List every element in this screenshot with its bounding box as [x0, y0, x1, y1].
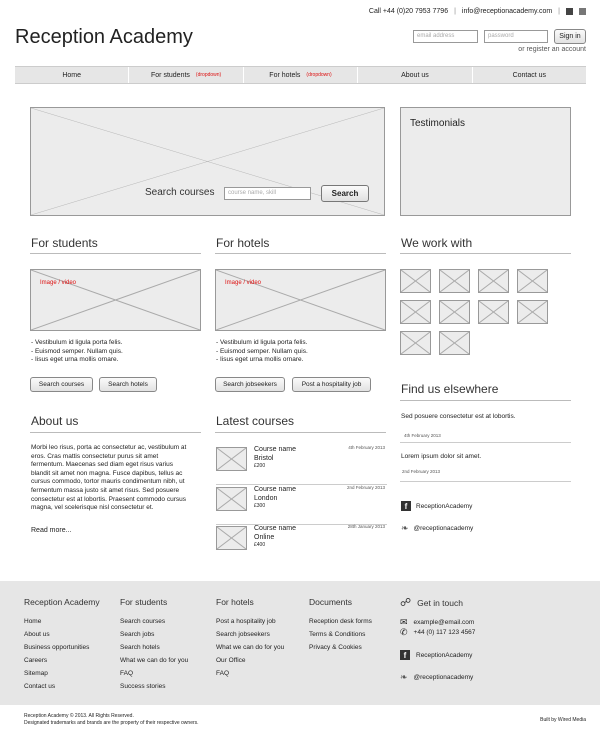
contact-email-text: example@email.com	[413, 619, 475, 626]
testimonials-title: Testimonials	[410, 118, 466, 129]
social-post-text: Lorem ipsum dolor sit amet.	[401, 453, 482, 460]
course-item[interactable]	[216, 485, 387, 525]
partner-logo-placeholder[interactable]	[400, 300, 431, 324]
footer-link[interactable]: Post a hospitality job	[216, 618, 276, 625]
envelope-icon: ✉	[400, 617, 408, 627]
facebook-label: ReceptionAcademy	[416, 502, 473, 510]
facebook-link[interactable]	[401, 501, 472, 511]
course-date: 28th January 2013	[347, 524, 385, 529]
footer-link[interactable]: Our Office	[216, 656, 246, 664]
course-thumbnail	[216, 487, 247, 511]
partner-logo-placeholder[interactable]	[478, 300, 509, 324]
paragraph-line: fermentum massa justo sit amet risus. Sed posuere	[31, 486, 180, 494]
nav-about-us[interactable]	[358, 67, 472, 83]
footer-link[interactable]: FAQ	[216, 669, 230, 677]
nav-hotels-label: For hotels	[269, 71, 301, 79]
course-item[interactable]	[216, 445, 387, 485]
footer-link[interactable]: What we can do for you	[120, 656, 189, 664]
course-title	[254, 445, 296, 463]
paragraph-line: consectetur est at lobortis. Praesent commodo cursus	[31, 495, 186, 503]
footer-link[interactable]: Terms & Conditions	[309, 630, 366, 638]
nav-students-label: For students	[151, 71, 190, 79]
paragraph-line: Morbi leo risus, porta ac consectetur ac, vestibulum at	[31, 444, 187, 451]
footer-link[interactable]: Search hotels	[120, 643, 160, 651]
social-post-text: Sed posuere consectetur est at lobortis.	[401, 413, 516, 420]
course-thumbnail	[216, 447, 247, 471]
footer-link[interactable]: Success stories	[120, 682, 166, 690]
search-jobseekers-button[interactable]: Search jobseekers	[215, 377, 285, 392]
social-post-date: 2nd February 2013	[402, 469, 441, 474]
bullet-item: - Vestibulum id ligula porta felis.	[31, 339, 123, 346]
students-bullets	[31, 339, 123, 365]
footer-facebook-link[interactable]	[400, 650, 472, 660]
course-search-input[interactable]: course name, skill	[224, 187, 311, 200]
separator: |	[558, 8, 560, 15]
footer-link[interactable]: FAQ	[120, 669, 134, 677]
read-more-link[interactable]: Read more...	[31, 527, 72, 534]
footer-link[interactable]: Sitemap	[24, 669, 48, 677]
twitter-icon: ❧	[401, 523, 409, 533]
email-link[interactable]: info@receptionacademy.com	[461, 8, 553, 15]
course-price: £200	[254, 463, 266, 469]
login-email-input[interactable]: email address	[413, 30, 478, 43]
footer-link[interactable]: Search courses	[120, 618, 166, 625]
get-in-touch-heading	[400, 596, 463, 609]
divider	[400, 481, 571, 482]
students-heading: For students	[31, 236, 98, 250]
divider	[400, 253, 571, 254]
login-password-input[interactable]: password	[484, 30, 548, 43]
facebook-label: ReceptionAcademy	[416, 651, 473, 659]
search-hotels-button[interactable]: Search hotels	[99, 377, 157, 392]
share-icon: ☍	[400, 597, 412, 609]
latest-courses-heading: Latest courses	[216, 414, 295, 428]
course-price: £400	[254, 542, 266, 548]
nav-contact-us[interactable]	[473, 67, 586, 83]
nav-home-label: Home	[62, 71, 82, 79]
footer-column	[24, 597, 100, 693]
register-link[interactable]: or register an account	[518, 46, 586, 53]
copyright-text: Reception Academy © 2013. All Rights Reserved.	[24, 713, 134, 719]
contact-title: Get in touch	[417, 597, 463, 608]
partner-logo-placeholder[interactable]	[517, 300, 548, 324]
footer-heading: Documents	[309, 597, 352, 607]
divider	[215, 253, 386, 254]
twitter-icon[interactable]	[579, 8, 586, 15]
bullet-item: - Vestibulum id ligula porta felis.	[216, 339, 308, 346]
dropdown-indicator: (dropdown)	[306, 72, 332, 78]
nav-for-students[interactable]	[129, 67, 243, 83]
find-us-heading: Find us elsewhere	[401, 382, 499, 396]
course-location: Bristol	[254, 455, 274, 462]
hotels-bullets	[216, 339, 308, 365]
course-title	[254, 524, 296, 542]
partners-heading: We work with	[401, 236, 473, 250]
search-courses-button[interactable]: Search courses	[30, 377, 93, 392]
footer-column	[120, 597, 188, 693]
partner-logo-placeholder[interactable]	[439, 300, 470, 324]
footer-heading: For students	[120, 597, 168, 607]
phone-text: Call +44 (0)20 7953 7796	[368, 8, 449, 15]
twitter-icon: ❧	[400, 672, 408, 682]
footer-twitter-link[interactable]	[400, 672, 473, 683]
footer-link[interactable]: Home	[24, 618, 42, 625]
footer-heading: For hotels	[216, 597, 254, 607]
contact-phone-text: +44 (0) 117 123 4567	[413, 629, 476, 636]
footer-link[interactable]: About us	[24, 630, 50, 638]
nav-about-label: About us	[401, 71, 429, 79]
divider	[400, 442, 571, 443]
course-item[interactable]	[216, 524, 387, 552]
partner-logo-placeholder[interactable]	[478, 269, 509, 293]
facebook-icon: f	[400, 650, 410, 660]
divider	[30, 253, 201, 254]
about-paragraph	[31, 444, 186, 513]
facebook-icon: f	[401, 501, 411, 511]
separator: |	[454, 8, 456, 15]
media-label: Image / video	[40, 280, 77, 286]
sign-in-button[interactable]: Sign in	[554, 29, 586, 44]
about-heading: About us	[31, 414, 79, 428]
media-label: Image / video	[225, 280, 262, 286]
footer-link[interactable]: Privacy & Cookies	[309, 643, 362, 651]
main-nav	[15, 66, 586, 84]
paragraph-line: cursus commodo, tortor mauris condimentum nibh, ut	[31, 478, 185, 486]
partner-logo-placeholder[interactable]	[400, 331, 431, 355]
partner-logo-placeholder[interactable]	[400, 269, 431, 293]
hero-search-label: Search courses	[145, 187, 215, 198]
facebook-icon[interactable]	[566, 8, 573, 15]
phone-icon: ✆	[400, 627, 408, 637]
footer-column	[216, 597, 284, 681]
paragraph-line: blandit sit amet non magna. Fusce dapibus, tellus ac	[31, 469, 183, 477]
bullet-item: - Iisus eget urna mollis ornare.	[216, 356, 304, 363]
paragraph-line: eros. Cras mattis consectetur purus sit amet	[31, 452, 159, 460]
bullet-item: - Euismod semper. Nullam quis.	[31, 347, 123, 355]
course-location: London	[254, 495, 278, 502]
course-name: Course name	[254, 525, 297, 532]
footer-link[interactable]: What we can do for you	[216, 643, 285, 651]
twitter-label: @receptionacademy	[413, 525, 474, 532]
testimonials-box	[400, 107, 571, 216]
site-logo[interactable]: Reception Academy	[15, 26, 193, 48]
footer-link[interactable]: Careers	[24, 656, 48, 664]
partner-logo-placeholder[interactable]	[517, 269, 548, 293]
hotels-media-placeholder	[215, 269, 386, 331]
course-date: 2nd February 2013	[346, 485, 385, 490]
divider	[30, 432, 201, 433]
course-thumbnail	[216, 526, 247, 550]
divider	[215, 432, 386, 433]
dropdown-indicator: (dropdown)	[195, 72, 222, 78]
trademark-text: Designated trademarks and brands are the property of their respective owners.	[24, 719, 199, 726]
contact-phone	[400, 627, 475, 638]
twitter-label: @receptionacademy	[413, 674, 474, 681]
course-price: £300	[254, 503, 266, 509]
footer-link[interactable]: Reception desk forms	[309, 618, 372, 625]
footer-link[interactable]: Search jobs	[120, 630, 155, 638]
course-name: Course name	[254, 486, 297, 493]
paragraph-line: fermentum. Maecenas sed diam eget risus varius	[31, 461, 173, 469]
students-media-placeholder	[30, 269, 201, 331]
course-date: 4th February 2013	[348, 445, 385, 450]
course-location: Online	[254, 534, 275, 541]
footer-link[interactable]: Business opportunities	[24, 643, 90, 651]
twitter-link[interactable]	[401, 523, 473, 534]
course-title	[254, 485, 296, 503]
bullet-item: - Euismod semper. Nullam quis.	[216, 347, 308, 355]
divider	[400, 400, 571, 401]
footer-link[interactable]: Search jobseekers	[216, 630, 270, 638]
social-post-date: 4th February 2013	[404, 433, 441, 438]
paragraph-line: magna, vel scelerisque nisl consectetur et.	[31, 504, 154, 512]
hero-search-button[interactable]: Search	[321, 185, 369, 202]
built-by-link[interactable]: Built by Wired Media	[540, 717, 586, 723]
copyright-block	[24, 713, 199, 726]
nav-for-hotels[interactable]	[244, 67, 358, 83]
post-job-button[interactable]: Post a hospitality job	[292, 377, 371, 392]
partner-logo-placeholder[interactable]	[439, 269, 470, 293]
hotels-heading: For hotels	[216, 236, 270, 250]
top-contact-bar	[369, 8, 586, 15]
footer-heading: Reception Academy	[24, 597, 100, 607]
nav-contact-label: Contact us	[512, 71, 547, 79]
course-name: Course name	[254, 446, 297, 453]
footer-link[interactable]: Contact us	[24, 682, 56, 690]
partner-logo-placeholder[interactable]	[439, 331, 470, 355]
nav-home[interactable]	[15, 67, 129, 83]
bullet-item: - Iisus eget urna mollis ornare.	[31, 356, 119, 363]
site-footer	[0, 581, 600, 705]
footer-column	[309, 597, 372, 655]
